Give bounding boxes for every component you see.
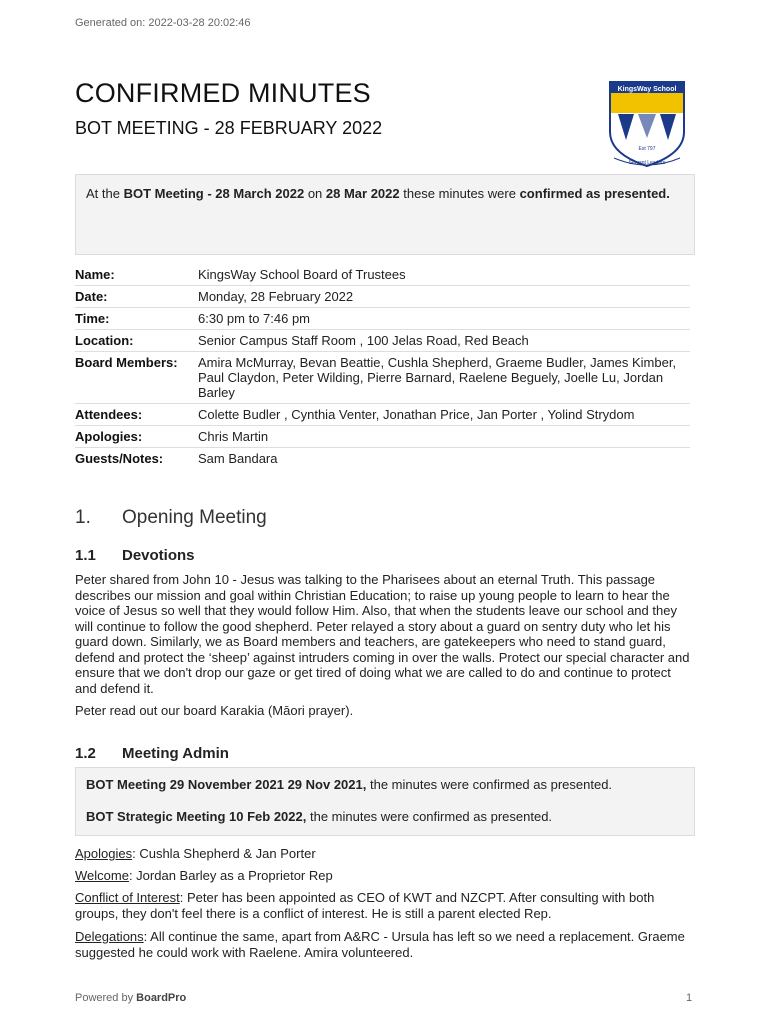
footer-powered-text: Powered by <box>75 992 137 1004</box>
confirmed-meeting: BOT Strategic Meeting 10 Feb 2022, <box>86 809 307 824</box>
page-number: 1 <box>686 992 693 1004</box>
meta-value: Amira McMurray, Bevan Beattie, Cushla Shepherd, Graeme Budler, James Kimber, Paul Claydon, Peter Wilding, Pierre Barnard, Raelene Beguely, Joelle Lu, Jordan Barley <box>198 352 690 404</box>
confirmed-text: the minutes were confirmed as presented. <box>366 777 613 792</box>
subsection-title: Devotions <box>122 547 195 564</box>
subsection-heading-devotions <box>75 547 195 564</box>
meta-label: Attendees: <box>75 404 198 426</box>
admin-item-apologies <box>75 846 693 862</box>
admin-item-text: : Jordan Barley as a Proprietor Rep <box>128 868 333 883</box>
document-title: CONFIRMED MINUTES <box>75 78 371 108</box>
admin-item-label: Delegations <box>75 929 144 944</box>
meta-row <box>75 404 690 426</box>
admin-item-label: Apologies <box>75 846 133 861</box>
meta-value: Colette Budler , Cynthia Venter, Jonathan Price, Jan Porter , Yolind Strydom <box>198 404 690 426</box>
document-subtitle: BOT MEETING - 28 FEBRUARY 2022 <box>75 118 383 138</box>
section-heading-opening <box>75 507 267 529</box>
meta-value: Senior Campus Staff Room , 100 Jelas Road, Red Beach <box>198 330 690 352</box>
subsection-title: Meeting Admin <box>122 745 229 762</box>
meta-row <box>75 286 690 308</box>
confirmed-minutes-item <box>86 777 684 793</box>
admin-item-label: Welcome <box>75 868 129 883</box>
confirmed-text: the minutes were confirmed as presented. <box>306 809 553 824</box>
meta-value: KingsWay School Board of Trustees <box>198 264 690 286</box>
admin-item-text: : All continue the same, apart from A&RC - Ursula has left so we need a replacement. Graeme suggested he could work with Raelene. Amira volunteered. <box>75 929 685 960</box>
meta-row <box>75 448 690 470</box>
meta-value: 6:30 pm to 7:46 pm <box>198 308 690 330</box>
meta-row <box>75 426 690 448</box>
confirm-status: confirmed as presented. <box>519 186 670 201</box>
svg-text:Est 797: Est 797 <box>638 146 656 152</box>
meta-value: Sam Bandara <box>198 451 278 466</box>
admin-item-label: Conflict of Interest <box>75 890 180 905</box>
meeting-details-table <box>75 264 690 469</box>
svg-text:Servant Leaders: Servant Leaders <box>628 160 666 166</box>
footer-brand: BoardPro <box>136 992 187 1004</box>
section-number: 1. <box>75 507 91 528</box>
admin-item-text: : Peter has been appointed as CEO of KWT and NZCPT. After consulting with both groups, they don't feel there is a conflict of interest. He is still a parent elected Rep. <box>75 890 655 921</box>
confirm-date: 28 Mar 2022 <box>325 186 400 201</box>
section-title: Opening Meeting <box>122 507 267 528</box>
confirm-prefix: At the <box>86 186 124 201</box>
meta-row <box>75 264 690 286</box>
generated-timestamp: Generated on: 2022-03-28 20:02:46 <box>75 17 251 29</box>
meta-label: Location: <box>75 330 198 352</box>
confirmed-minutes-item <box>86 809 684 825</box>
admin-item-delegations <box>75 929 693 960</box>
school-logo <box>604 78 690 170</box>
meta-value: Monday, 28 February 2022 <box>198 286 690 308</box>
meta-row <box>75 330 690 352</box>
minutes-confirmed-box <box>75 767 695 836</box>
svg-text:KingsWay School: KingsWay School <box>617 86 677 93</box>
meta-value: Chris Martin <box>198 426 690 448</box>
confirm-mid: these minutes were <box>399 186 520 201</box>
meta-label: Board Members: <box>75 352 198 404</box>
meta-label: Time: <box>75 308 198 330</box>
admin-item-conflict <box>75 890 693 921</box>
meta-label: Date: <box>75 286 198 308</box>
admin-item-welcome <box>75 868 693 884</box>
subsection-heading-admin <box>75 745 229 762</box>
devotions-paragraph: Peter shared from John 10 - Jesus was talking to the Pharisees about an eternal Truth. This passage describes our mission and goal within Christian Education; to raise up young people to learn to hear the voice of Jesus so well that they would follow Him. Also, that when the students leave our school and they will continue to follow the good shepherd. Peter relayed a story about a guard on sentry duty who let his guard down. Similarly, we as Board members and teachers, are gatekeepers who need to stand guard, defend and protect the ‘sheep’ against intruders coming in over the walls. Protect our special character and ensure that we don't drop our gaze or get tired of doing what we are called to do and continue to protect and defend it. <box>75 572 690 696</box>
admin-item-text: : Cushla Shepherd & Jan Porter <box>132 846 316 861</box>
meta-label: Name: <box>75 264 198 286</box>
meta-label: Guests/Notes: <box>75 451 164 466</box>
footer-powered-by <box>75 992 186 1004</box>
confirm-meeting: BOT Meeting - 28 March 2022 <box>123 186 305 201</box>
subsection-number: 1.1 <box>75 547 96 564</box>
karakia-paragraph: Peter read out our board Karakia (Māori prayer). <box>75 703 354 718</box>
confirmed-meeting: BOT Meeting 29 November 2021 29 Nov 2021, <box>86 777 367 792</box>
meta-row <box>75 352 690 404</box>
confirm-on: on <box>304 186 326 201</box>
meta-row <box>75 308 690 330</box>
confirmation-box <box>75 174 695 255</box>
subsection-number: 1.2 <box>75 745 96 762</box>
meta-label: Apologies: <box>75 426 198 448</box>
